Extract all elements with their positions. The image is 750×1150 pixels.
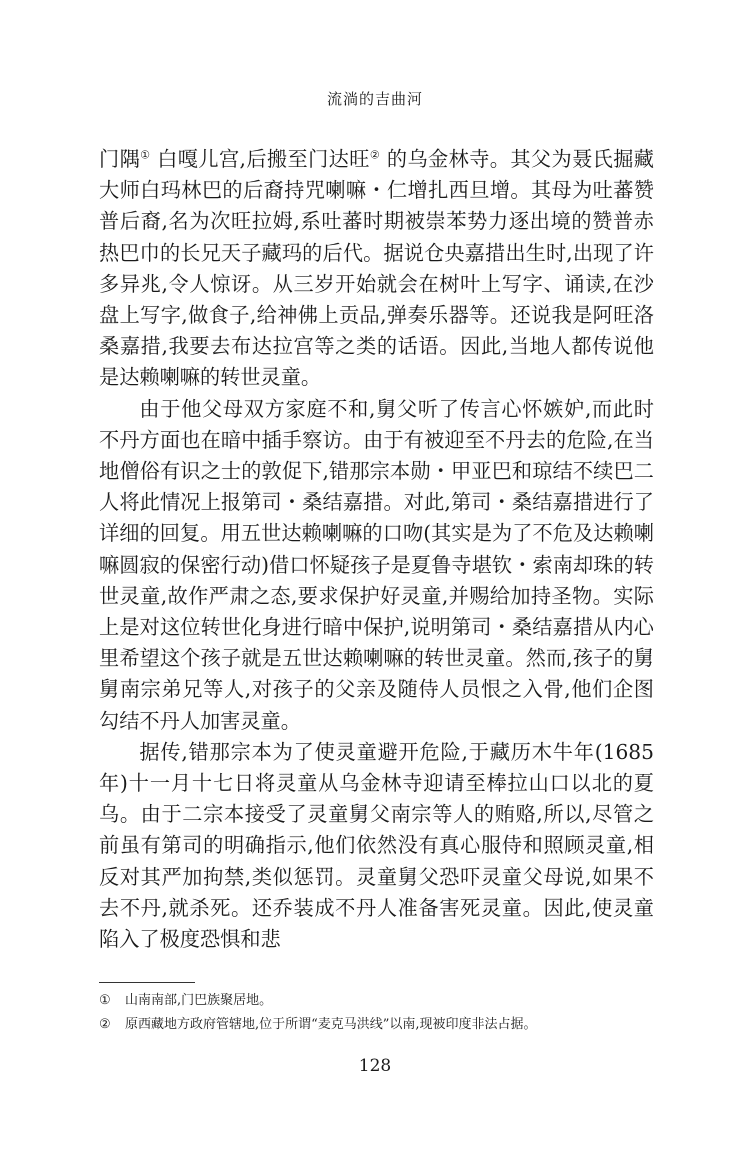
footnotes	[99, 989, 659, 1037]
footnote-2	[99, 1013, 659, 1037]
footnote-1-text: 山南南部,门巴族聚居地。	[125, 993, 273, 1008]
footnote-ref-2: ②	[369, 148, 381, 162]
footnote-divider	[99, 982, 195, 983]
footnote-ref-1: ①	[140, 148, 151, 162]
running-header: 流淌的吉曲河	[326, 90, 423, 108]
paragraph-1-mid: 白嘎儿宫,后搬至门达旺	[150, 147, 370, 171]
footnote-2-text: 原西藏地方政府管辖地,位于所谓“麦克马洪线”以南,现被印度非法占据。	[125, 1017, 537, 1032]
paragraph-3: 据传,错那宗本为了使灵童避开危险,于藏历木牛年(1685 年)十一月十七日将灵童从乌金林寺迎请至棒拉山口以北的夏乌。由于二宗本接受了灵童舅父南宗等人的贿赂,所以,尽管之前虽有第司的明确指示,他们依然没有真心服侍和照顾灵童,相反对其严加拘禁,类似惩罚。灵童舅父恐吓灵童父母说,如果不去不丹,就杀死。还乔装成不丹人准备害死灵童。因此,使灵童陷入了极度恐惧和悲	[99, 739, 654, 952]
page-number: 128	[358, 1056, 392, 1076]
footnote-1	[99, 989, 659, 1013]
paragraph-1	[99, 144, 654, 394]
footnote-1-mark: ①	[99, 993, 111, 1008]
paragraph-1-rest: 的乌金林寺。其父为聂氏掘藏大师白玛林巴的后裔持咒喇嘛・仁增扎西旦增。其母为吐蕃赞普后裔,名为次旺拉姆,系吐蕃时期被崇苯势力逐出境的赞普赤热巴巾的长兄天子藏玛的后代。据说仓央嘉措出生时,出现了许多异兆,令人惊讶。从三岁开始就会在树叶上写字、诵读,在沙盘上写字,做食子,给神佛上贡品,弹奏乐器等。还说我是阿旺洛桑嘉措,我要去布达拉宫等之类的话语。因此,当地人都传说他是达赖喇嘛的转世灵童。	[99, 147, 654, 390]
paragraph-2: 由于他父母双方家庭不和,舅父听了传言心怀嫉妒,而此时不丹方面也在暗中插手察访。由于有被迎至不丹去的危险,在当地僧俗有识之士的敦促下,错那宗本勋・甲亚巴和琼结不续巴二人将此情况上报第司・桑结嘉措。对此,第司・桑结嘉措进行了详细的回复。用五世达赖喇嘛的口吻(其实是为了不危及达赖喇嘛圆寂的保密行动)借口怀疑孩子是夏鲁寺堪钦・索南却珠的转世灵童,故作严肃之态,要求保护好灵童,并赐给加持圣物。实际上是对这位转世化身进行暗中保护,说明第司・桑结嘉措从内心里希望这个孩子就是五世达赖喇嘛的转世灵童。然而,孩子的舅舅南宗弟兄等人,对孩子的父亲及随侍人员恨之入骨,他们企图勾结不丹人加害灵童。	[99, 396, 654, 733]
paragraph-1-start: 门隅	[99, 147, 141, 171]
body-text	[99, 144, 654, 955]
footnote-2-mark: ②	[99, 1017, 111, 1032]
